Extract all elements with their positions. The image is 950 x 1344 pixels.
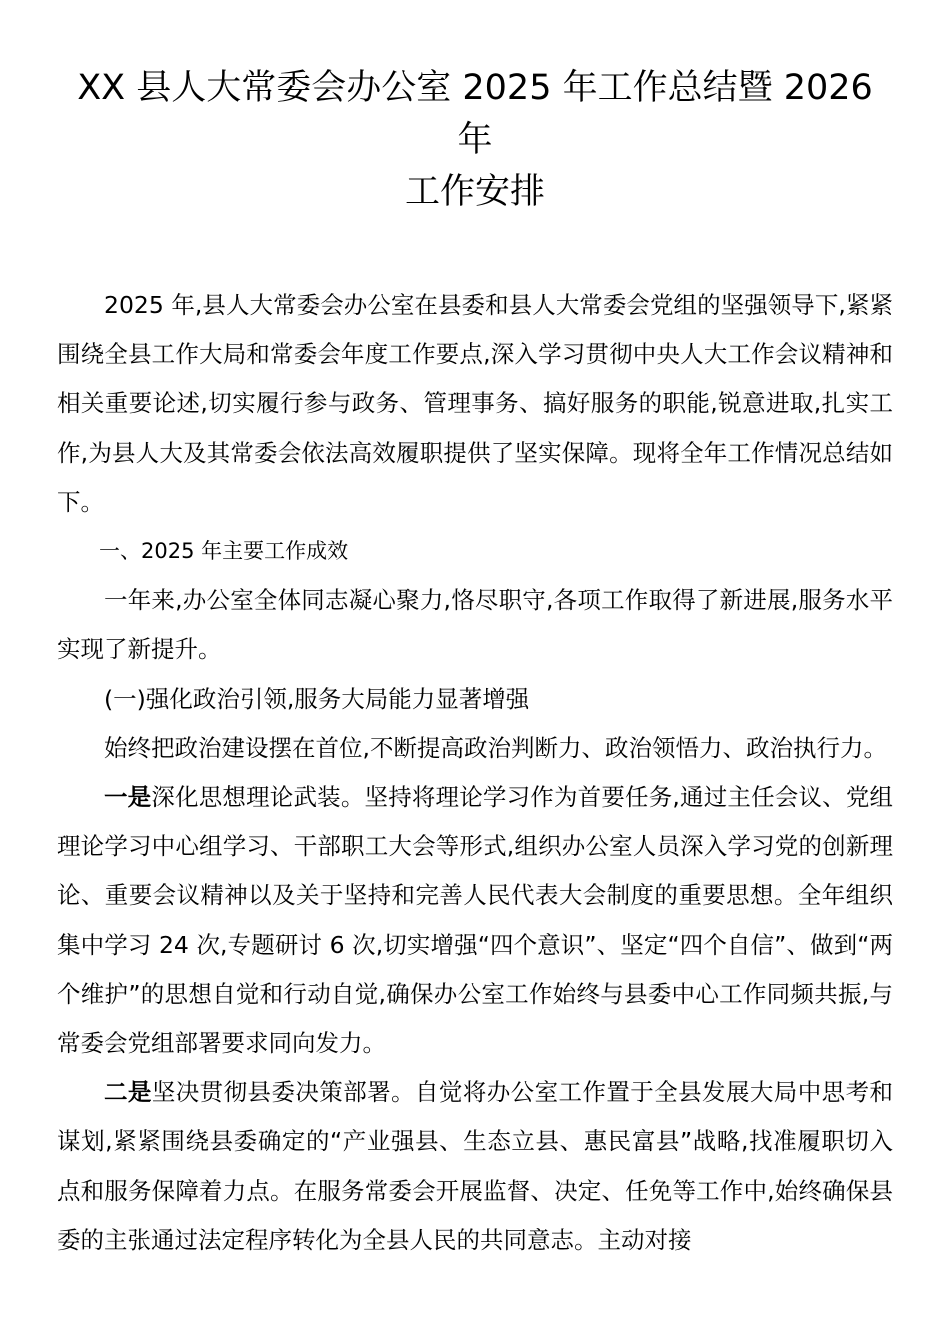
point-text-2: 坚决贯彻县委决策部署。自觉将办公室工作置于全县发展大局中思考和谋划,紧紧围绕县委确定的“产业强县、生态立县、惠民富县”战略,找准履职切入点和服务保障着力点。在服务常委会开展监督、决定、任免等工作中,始终确保县委的主张通过法定程序转化为全县人民的共同意志。主动对接 <box>57 1078 893 1254</box>
point-text-1: 深化思想理论武装。坚持将理论学习作为首要任务,通过主任会议、党组理论学习中心组学习、干部职工大会等形式,组织办公室人员深入学习党的创新理论、重要会议精神以及关于坚持和完善人民代表大会制度的重要思想。全年组织集中学习 24 次,专题研讨 6 次,切实增强“四个意识”、坚定“四个自信”、做到“两个维护”的思想自觉和行动自觉,确保办公室工作始终与县委中心工作同频共振,与常委会党组部署要求同向发力。 <box>57 783 893 1058</box>
document-page <box>57 62 893 1265</box>
section-summary-paragraph: 一年来,办公室全体同志凝心聚力,恪尽职守,各项工作取得了新进展,服务水平实现了新提升。 <box>57 586 893 664</box>
document-title <box>57 62 893 218</box>
subsection-heading: (一)强化政治引领,服务大局能力显著增强 <box>104 684 530 713</box>
title-line-1: XX 县人大常委会办公室 2025 年工作总结暨 2026 年 <box>77 68 873 160</box>
section-heading: 一、2025 年主要工作成效 <box>99 539 349 564</box>
point-paragraph-1 <box>57 773 893 1068</box>
subsection-lead-paragraph: 始终把政治建设摆在首位,不断提高政治判断力、政治领悟力、政治执行力。 <box>104 733 887 762</box>
title-line-2: 工作安排 <box>404 172 545 212</box>
document-body <box>57 281 893 1265</box>
point-label-2: 二是 <box>104 1078 152 1107</box>
intro-paragraph: 2025 年,县人大常委会办公室在县委和县人大常委会党组的坚强领导下,紧紧围绕全县工作大局和常委会年度工作要点,深入学习贯彻中央人大工作会议精神和相关重要论述,切实履行参与政务、管理事务、搞好服务的职能,锐意进取,扎实工作,为县人大及其常委会依法高效履职提供了坚实保障。现将全年工作情况总结如下。 <box>57 291 893 516</box>
point-paragraph-2 <box>57 1068 893 1265</box>
point-label-1: 一是 <box>104 783 152 812</box>
